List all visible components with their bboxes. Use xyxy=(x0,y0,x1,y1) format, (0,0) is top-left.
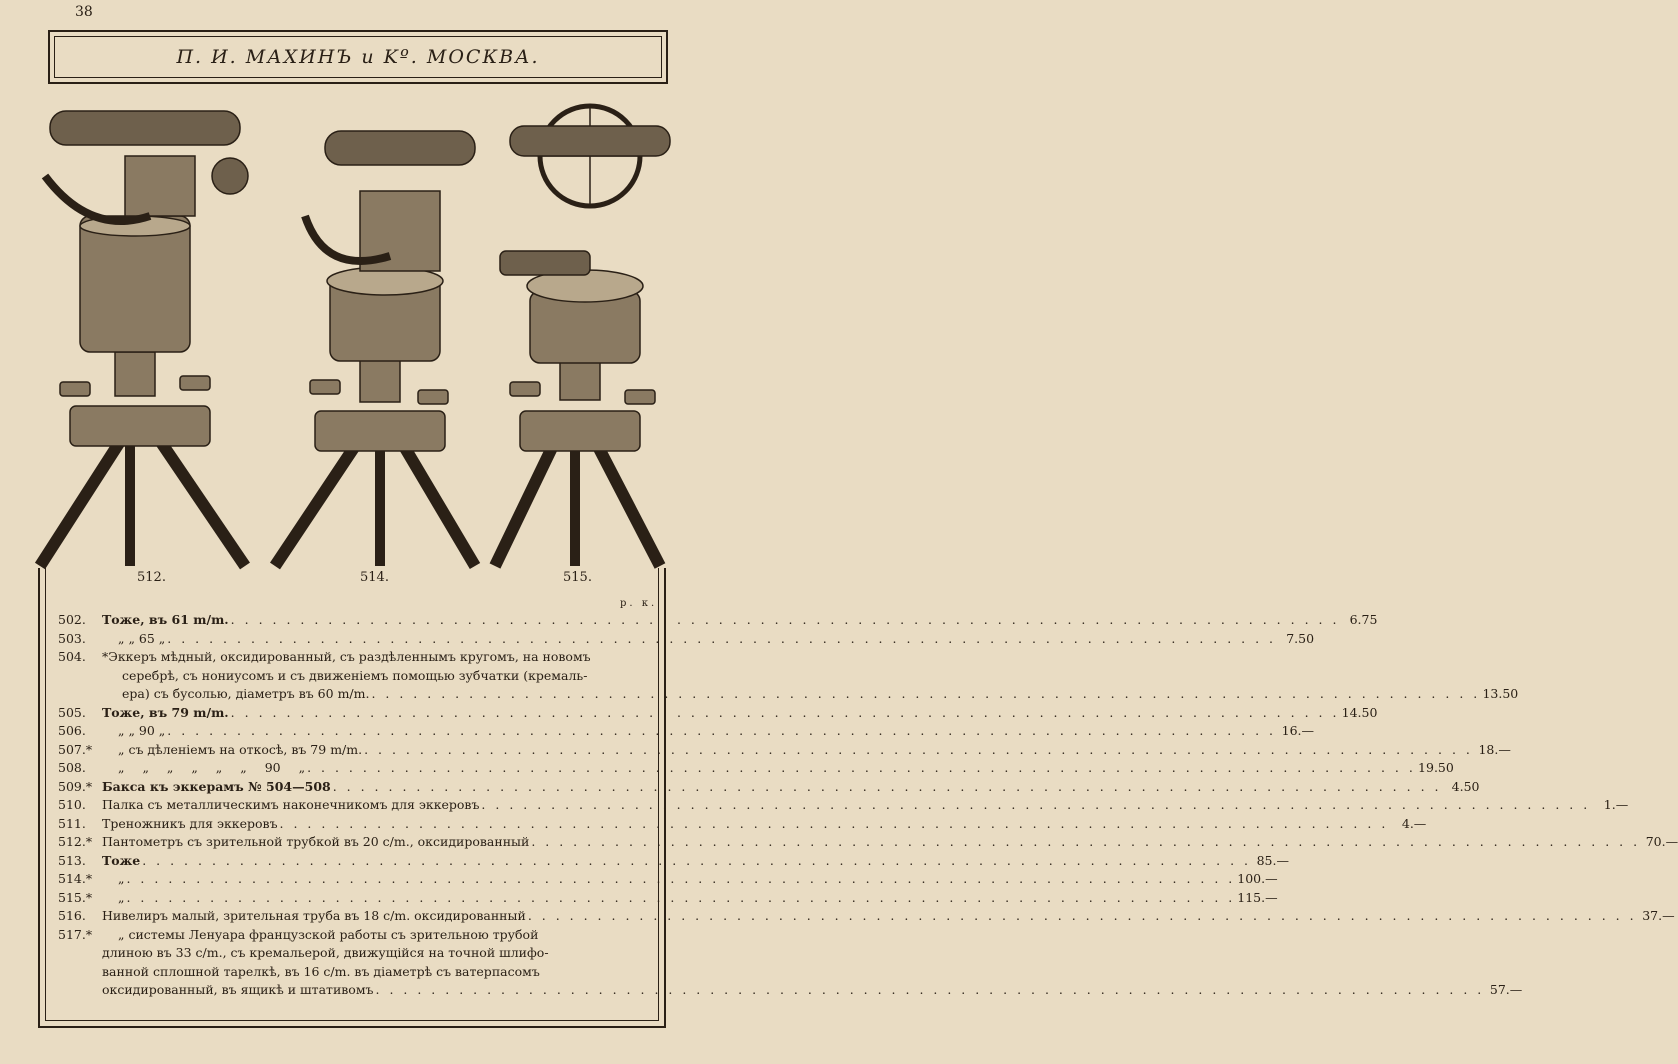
price-row xyxy=(58,704,1378,724)
item-description: „ системы Ленуара французской работы съ зрительною трубой xyxy=(118,926,539,942)
price-row-continuation xyxy=(58,668,652,687)
dot-leader xyxy=(307,760,1416,775)
price-row xyxy=(58,889,1278,909)
dot-leader xyxy=(333,779,1442,794)
price-row xyxy=(58,649,652,668)
dot-leader xyxy=(280,816,1389,831)
item-description: „ „ „ „ „ „ 90 „ xyxy=(118,760,306,775)
item-price: 13.50 xyxy=(1482,686,1519,701)
price-row-continuation xyxy=(58,982,1523,1001)
item-description: „ „ 65 „ xyxy=(118,630,166,646)
price-row xyxy=(58,927,652,946)
item-price: 57.— xyxy=(1489,982,1523,997)
dot-leader xyxy=(167,723,1276,738)
price-row xyxy=(58,741,1511,761)
item-description: ера) съ бусолью, діаметръ въ 60 m/m. xyxy=(122,686,370,701)
dot-leader xyxy=(142,853,1251,868)
item-number: 504. xyxy=(58,649,86,664)
item-number: 517.* xyxy=(58,926,93,942)
price-row xyxy=(58,797,1629,816)
page-title: П. И. МАХИНЪ и Kº. МОСКВА. xyxy=(54,36,662,78)
item-number: 506. xyxy=(58,723,86,738)
item-description: „ съ дѣленіемъ на откосѣ, въ 79 m/m. xyxy=(118,741,363,757)
dot-leader xyxy=(231,612,1340,627)
item-price: 14.50 xyxy=(1341,704,1378,720)
figure-label-514: 514. xyxy=(360,570,389,585)
item-number: 507.* xyxy=(58,741,93,757)
item-price: 6.75 xyxy=(1349,612,1378,627)
dot-leader xyxy=(376,982,1485,997)
figure-label-512: 512. xyxy=(137,570,166,585)
currency-header: р. к. xyxy=(620,598,658,609)
figure-label-515: 515. xyxy=(563,570,592,585)
page-number: 38 xyxy=(75,4,93,20)
item-description: Тоже, въ 79 m/m. xyxy=(102,704,229,720)
item-number: 515.* xyxy=(58,889,93,905)
price-row-continuation xyxy=(58,964,652,983)
item-description: *Эккеръ мѣдный, оксидированный, съ раздѣленнымъ кругомъ, на новомъ xyxy=(102,649,591,664)
dot-leader xyxy=(126,890,1235,905)
level-515-illustration xyxy=(490,86,670,566)
item-description: Тоже xyxy=(102,852,141,868)
item-price: 4.50 xyxy=(1451,778,1480,794)
price-row xyxy=(58,630,1315,650)
header-frame xyxy=(48,30,668,84)
item-description: Палка съ металлическимъ наконечникомъ для эккеровъ xyxy=(102,797,480,812)
dot-leader xyxy=(364,742,1473,757)
item-number: 516. xyxy=(58,908,86,923)
price-list xyxy=(58,612,1678,1001)
item-number: 509.* xyxy=(58,778,93,794)
price-row xyxy=(58,834,1678,853)
item-description: „ xyxy=(118,871,125,886)
price-row xyxy=(58,815,1427,835)
item-description: Нивелиръ малый, зрительная труба въ 18 c/m. оксидированный xyxy=(102,908,526,923)
pantometer-512-illustration xyxy=(30,86,250,566)
item-number: 510. xyxy=(58,797,86,812)
item-description: оксидированный, въ ящикѣ и штативомъ xyxy=(102,982,374,997)
item-number: 514.* xyxy=(58,871,93,886)
item-price: 19.50 xyxy=(1418,760,1454,775)
item-number: 502. xyxy=(58,612,86,627)
item-description: Тоже, въ 61 m/m. xyxy=(102,612,229,627)
item-price: 7.50 xyxy=(1286,630,1315,646)
item-price: 70.— xyxy=(1645,834,1678,849)
price-row-continuation xyxy=(58,945,652,964)
dot-leader xyxy=(126,871,1235,886)
dot-leader xyxy=(167,631,1276,646)
item-description: длиною въ 33 c/m., съ кремальерой, движущійся на точной шлифо- xyxy=(102,945,549,960)
item-number: 511. xyxy=(58,815,86,831)
illustrations xyxy=(30,86,670,566)
price-row-continuation xyxy=(58,686,1519,705)
price-row xyxy=(58,908,1675,927)
item-price: 18.— xyxy=(1478,741,1511,757)
item-number: 508. xyxy=(58,760,86,775)
item-description: Пантометръ съ зрительной трубкой въ 20 c/m., оксидированный xyxy=(102,834,530,849)
item-price: 16.— xyxy=(1281,723,1315,738)
item-description: „ „ 90 „ xyxy=(118,723,166,738)
price-row xyxy=(58,612,1378,631)
item-price: 4.— xyxy=(1401,815,1427,831)
dot-leader xyxy=(371,686,1480,701)
price-row xyxy=(58,871,1278,890)
price-row xyxy=(58,723,1315,742)
item-description: серебрѣ, съ нониусомъ и съ движеніемъ помощью зубчатки (кремаль- xyxy=(122,667,588,683)
item-number: 505. xyxy=(58,704,86,720)
item-description: ванной сплошной тарелкѣ, въ 16 c/m. въ діаметрѣ съ ватерпасомъ xyxy=(102,963,540,979)
item-number: 512.* xyxy=(58,834,93,849)
item-description: „ xyxy=(118,889,125,905)
price-row xyxy=(58,760,1454,779)
item-number: 513. xyxy=(58,852,86,868)
item-number: 503. xyxy=(58,630,86,646)
item-description: Бакса къ эккерамъ № 504—508 xyxy=(102,778,331,794)
item-price: 37.— xyxy=(1642,908,1675,923)
item-description: Треножникъ для эккеровъ xyxy=(102,815,278,831)
item-price: 1.— xyxy=(1603,797,1629,812)
dot-leader xyxy=(528,908,1637,923)
price-row xyxy=(58,852,1289,872)
dot-leader xyxy=(481,797,1590,812)
dot-leader xyxy=(231,705,1340,720)
item-price: 100.— xyxy=(1237,871,1278,886)
item-price: 115.— xyxy=(1237,889,1278,905)
dot-leader xyxy=(531,834,1640,849)
price-row xyxy=(58,778,1480,798)
item-price: 85.— xyxy=(1256,852,1289,868)
pantometer-514-illustration xyxy=(270,86,490,566)
